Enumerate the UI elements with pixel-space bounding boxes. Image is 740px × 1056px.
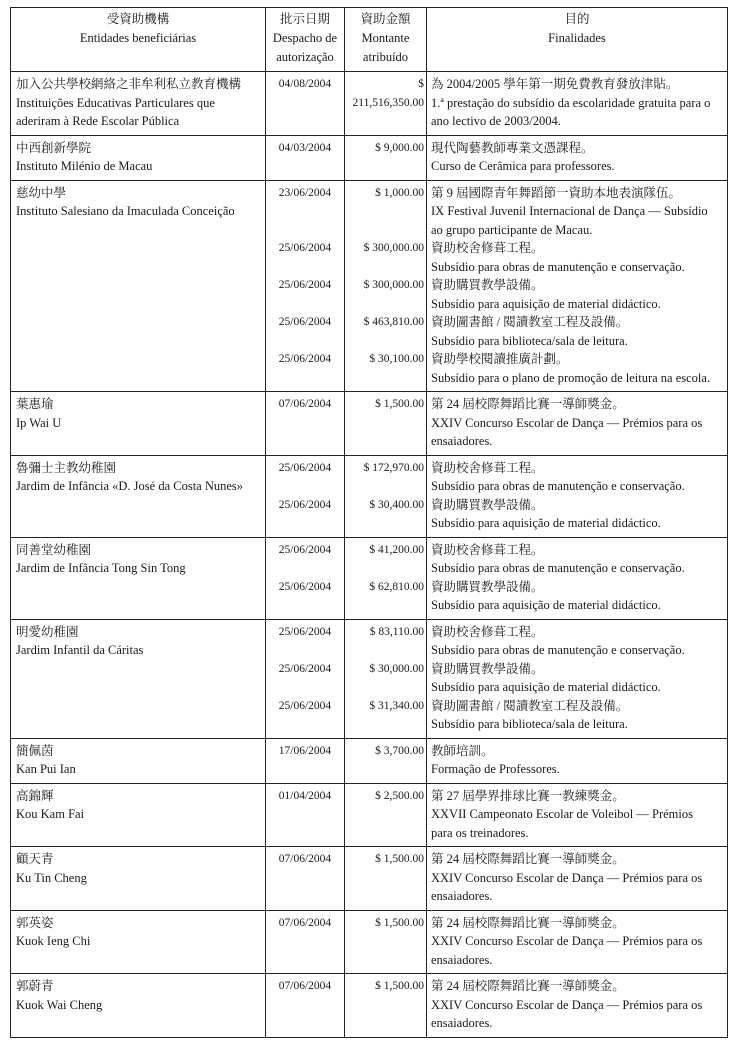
header-date-pt2: autorização xyxy=(276,50,334,64)
entity-cell xyxy=(11,619,266,738)
purpose-cell xyxy=(427,738,728,783)
amount-cell xyxy=(345,783,427,847)
entity-name-zh: 慈幼中學 xyxy=(16,185,67,200)
date-cell xyxy=(266,910,345,974)
header-date-zh: 批示日期 xyxy=(279,12,330,26)
purpose-entry xyxy=(431,395,725,451)
purpose-entry xyxy=(431,660,725,697)
purpose-text-pt: Subsídio para obras de manutenção e conservação. xyxy=(431,561,685,575)
purpose-text-pt: ao grupo participante de Macau. xyxy=(431,222,593,237)
amount-value: $ 30,000.00 xyxy=(369,662,424,675)
amount-value: $ 9,000.00 xyxy=(375,141,424,154)
entity-name-zh: 中西創新學院 xyxy=(16,140,92,155)
amount-value: $ 211,516,350.00 xyxy=(352,78,424,109)
subsidy-table xyxy=(10,7,728,1038)
table-row xyxy=(11,455,728,537)
table-row xyxy=(11,910,728,974)
purpose-cell xyxy=(427,537,728,619)
purpose-text-zh: 第 24 屆校際舞蹈比賽一導師獎金。 xyxy=(431,915,625,930)
table-row xyxy=(11,738,728,783)
header-purpose-zh: 目的 xyxy=(564,12,590,26)
table-row xyxy=(11,619,728,738)
entity-cell xyxy=(11,974,266,1038)
table-row xyxy=(11,72,728,136)
purpose-text-pt: XXIV Concurso Escolar de Dança — Prémios para os xyxy=(431,997,703,1012)
date-cell xyxy=(266,455,345,537)
header-amount-pt1: Montante xyxy=(361,31,410,45)
amount-value: $ 1,500.00 xyxy=(375,980,424,992)
table-row xyxy=(11,537,728,619)
purpose-cell xyxy=(427,974,728,1038)
purpose-text-pt: Subsídio para obras de manutenção e conservação. xyxy=(431,479,685,493)
purpose-entry xyxy=(431,459,725,496)
purpose-text-pt: ensaiadores. xyxy=(431,434,493,448)
purpose-cell xyxy=(427,783,728,847)
purpose-cell xyxy=(427,72,728,136)
entity-name-pt: Kan Pui Ian xyxy=(16,762,76,776)
purpose-text-zh: 資助學校閱讀推廣計劃。 xyxy=(431,352,569,366)
entity-name-zh: 簡佩茵 xyxy=(16,743,54,758)
entity-name-zh: 同善堂幼稚園 xyxy=(16,542,92,557)
purpose-text-zh: 資助校舍修葺工程。 xyxy=(431,460,544,475)
table-row xyxy=(11,392,728,456)
purpose-entry xyxy=(431,313,725,350)
table-row xyxy=(11,783,728,847)
entity-cell xyxy=(11,910,266,974)
entity-name-pt: Jardim de Infância «D. José da Costa Nunes» xyxy=(16,479,244,493)
amount-cell xyxy=(345,392,427,456)
purpose-text-pt: Subsídio para aquisição de material didáctico. xyxy=(431,296,661,311)
purpose-entry xyxy=(431,742,725,779)
authorization-date: 04/08/2004 xyxy=(278,78,332,90)
amount-value: $ 30,100.00 xyxy=(369,353,424,365)
authorization-date: 25/06/2004 xyxy=(278,580,332,593)
entity-cell xyxy=(11,537,266,619)
authorization-date: 23/06/2004 xyxy=(278,186,332,199)
purpose-text-zh: 資助校舍修葺工程。 xyxy=(431,542,544,557)
entity-name-pt: Instituições Educativas Particulares que xyxy=(16,95,215,110)
authorization-date: 07/06/2004 xyxy=(278,916,332,929)
date-cell xyxy=(266,619,345,738)
purpose-cell xyxy=(427,910,728,974)
purpose-text-zh: 第 24 屆校際舞蹈比賽一導師獎金。 xyxy=(431,852,625,866)
purpose-text-pt: Curso de Cerâmica para professores. xyxy=(431,159,615,173)
table-row xyxy=(11,974,728,1038)
authorization-date: 25/06/2004 xyxy=(278,498,332,511)
authorization-date: 01/04/2004 xyxy=(278,789,332,802)
amount-value: $ 300,000.00 xyxy=(363,279,424,291)
purpose-text-zh: 資助圖書館 / 閱讀教室工程及設備。 xyxy=(431,315,629,329)
amount-value: $ 463,810.00 xyxy=(363,316,424,328)
authorization-date: 07/06/2004 xyxy=(278,853,332,865)
amount-cell xyxy=(345,135,427,180)
entity-name-zh: 明愛幼稚園 xyxy=(16,624,79,639)
authorization-date: 07/06/2004 xyxy=(278,980,332,992)
table-row xyxy=(11,847,728,911)
header-purpose xyxy=(427,8,728,72)
purpose-text-pt: para os treinadores. xyxy=(431,825,529,840)
authorization-date: 25/06/2004 xyxy=(278,699,332,712)
header-amount-zh: 資助金額 xyxy=(360,12,411,26)
purpose-cell xyxy=(427,392,728,456)
entity-cell xyxy=(11,135,266,180)
purpose-text-pt: 1.ª prestação do subsídio da escolaridade gratuita para o xyxy=(431,95,711,110)
purpose-cell xyxy=(427,135,728,180)
amount-cell xyxy=(345,974,427,1038)
purpose-text-pt: Subsídio para aquisição de material didáctico. xyxy=(431,598,661,612)
purpose-text-zh: 資助圖書館 / 閱讀教室工程及設備。 xyxy=(431,698,629,713)
purpose-text-pt: Subsídio para obras de manutenção e conservação. xyxy=(431,259,685,274)
amount-cell xyxy=(345,537,427,619)
date-cell xyxy=(266,72,345,136)
purpose-entry xyxy=(431,623,725,660)
entity-name-zh: 葉惠瑜 xyxy=(16,397,54,411)
amount-value: $ 41,200.00 xyxy=(369,543,424,556)
purpose-cell xyxy=(427,619,728,738)
entity-cell xyxy=(11,392,266,456)
header-purpose-pt: Finalidades xyxy=(548,31,606,45)
purpose-text-zh: 第 24 屆校際舞蹈比賽一導師獎金。 xyxy=(431,397,625,411)
amount-value: $ 1,500.00 xyxy=(375,398,424,410)
date-cell xyxy=(266,537,345,619)
amount-cell xyxy=(345,180,427,392)
purpose-entry xyxy=(431,787,725,843)
purpose-text-pt: Subsídio para biblioteca/sala de leitura. xyxy=(431,333,628,348)
purpose-text-zh: 資助購買教學設備。 xyxy=(431,497,544,512)
purpose-cell xyxy=(427,847,728,911)
entity-name-zh: 郭英姿 xyxy=(16,915,54,930)
entity-name-pt: Jardim de Infância Tong Sin Tong xyxy=(16,561,186,575)
purpose-entry xyxy=(431,75,725,131)
entity-name-pt: Ku Tin Cheng xyxy=(16,870,87,885)
purpose-entry xyxy=(431,541,725,578)
purpose-text-pt: Subsídio para biblioteca/sala de leitura. xyxy=(431,717,628,731)
amount-cell xyxy=(345,738,427,783)
entity-name-zh: 郭蔚青 xyxy=(16,979,54,993)
purpose-text-pt: Subsídio para aquisição de material didáctico. xyxy=(431,516,661,530)
purpose-text-pt: XXIV Concurso Escolar de Dança — Prémios para os xyxy=(431,870,703,885)
entity-cell xyxy=(11,455,266,537)
purpose-entry xyxy=(431,239,725,276)
purpose-text-zh: 第 27 屆學界排球比賽一教練獎金。 xyxy=(431,788,625,803)
purpose-text-zh: 資助購買教學設備。 xyxy=(431,278,544,292)
entity-cell xyxy=(11,847,266,911)
amount-value: $ 3,700.00 xyxy=(375,744,424,757)
authorization-date: 25/06/2004 xyxy=(278,316,332,328)
purpose-entry xyxy=(431,850,725,906)
purpose-text-pt: ensaiadores. xyxy=(431,1016,493,1030)
entity-cell xyxy=(11,783,266,847)
authorization-date: 25/06/2004 xyxy=(278,543,332,556)
entity-name-zh: 魯彌士主教幼稚園 xyxy=(16,460,117,475)
header-entities-zh: 受資助機構 xyxy=(106,12,170,26)
date-cell xyxy=(266,783,345,847)
header-entities-pt: Entidades beneficiárias xyxy=(79,31,197,45)
authorization-date: 25/06/2004 xyxy=(278,279,332,291)
purpose-cell xyxy=(427,455,728,537)
entity-cell xyxy=(11,72,266,136)
header-date xyxy=(266,8,345,72)
amount-cell xyxy=(345,455,427,537)
purpose-text-pt: Subsídio para aquisição de material didáctico. xyxy=(431,680,661,694)
entity-name-zh: 加入公共學校網絡之非牟利私立教育機構 xyxy=(16,77,242,91)
amount-value: $ 31,340.00 xyxy=(369,699,424,712)
entity-cell xyxy=(11,180,266,392)
purpose-text-pt: XXVII Campeonato Escolar de Voleibol — Prémios xyxy=(431,807,693,821)
amount-value: $ 1,000.00 xyxy=(375,186,424,199)
purpose-text-pt: Subsídio para o plano de promoção de leitura na escola. xyxy=(431,370,711,385)
table-row xyxy=(11,135,728,180)
header-amount xyxy=(345,8,427,72)
purpose-text-zh: 資助購買教學設備。 xyxy=(431,661,544,676)
purpose-entry xyxy=(431,139,725,176)
authorization-date: 07/06/2004 xyxy=(278,398,332,410)
table-row xyxy=(11,180,728,392)
authorization-date: 04/03/2004 xyxy=(278,141,332,154)
purpose-text-pt: XXIV Concurso Escolar de Dança — Prémios para os xyxy=(431,415,703,430)
entity-name-pt: Instituto Milénio de Macau xyxy=(16,159,153,173)
purpose-text-zh: 資助購買教學設備。 xyxy=(431,579,544,594)
header-date-pt1: Despacho de xyxy=(272,31,338,45)
amount-value: $ 62,810.00 xyxy=(369,580,424,593)
header-entities xyxy=(11,8,266,72)
header-amount-pt2: atribuído xyxy=(362,50,409,64)
entity-name-pt: aderiram à Rede Escolar Pública xyxy=(16,114,180,128)
entity-cell xyxy=(11,738,266,783)
amount-value: $ 1,500.00 xyxy=(375,853,424,865)
purpose-entry xyxy=(431,276,725,313)
amount-cell xyxy=(345,619,427,738)
authorization-date: 25/06/2004 xyxy=(278,461,332,474)
purpose-cell xyxy=(427,180,728,392)
amount-value: $ 2,500.00 xyxy=(375,789,424,802)
purpose-text-zh: 為 2004/2005 學年第一期免費教育發放津貼。 xyxy=(431,77,679,91)
table-body xyxy=(11,72,728,1038)
purpose-text-zh: 教師培訓。 xyxy=(431,743,494,758)
date-cell xyxy=(266,135,345,180)
purpose-entry xyxy=(431,496,725,533)
purpose-text-zh: 第 24 屆校際舞蹈比賽一導師獎金。 xyxy=(431,979,625,993)
date-cell xyxy=(266,180,345,392)
authorization-date: 25/06/2004 xyxy=(278,625,332,638)
amount-cell xyxy=(345,847,427,911)
authorization-date: 25/06/2004 xyxy=(278,353,332,365)
entity-name-pt: Kuok Ieng Chi xyxy=(16,934,91,948)
entity-name-zh: 高錦輝 xyxy=(16,788,54,803)
amount-value: $ 30,400.00 xyxy=(369,498,424,511)
amount-value: $ 172,970.00 xyxy=(363,461,424,474)
authorization-date: 17/06/2004 xyxy=(278,744,332,757)
purpose-text-zh: 第 9 屆國際青年舞蹈節一資助本地表演隊伍。 xyxy=(431,185,682,200)
entity-name-zh: 顧天青 xyxy=(16,852,54,866)
entity-name-pt: Kuok Wai Cheng xyxy=(16,997,103,1012)
amount-value: $ 83,110.00 xyxy=(369,625,424,638)
amount-value: $ 300,000.00 xyxy=(363,242,424,254)
amount-cell xyxy=(345,910,427,974)
purpose-entry xyxy=(431,350,725,387)
purpose-entry xyxy=(431,697,725,734)
purpose-text-zh: 資助校舍修葺工程。 xyxy=(431,241,544,255)
entity-name-pt: Kou Kam Fai xyxy=(16,807,85,821)
purpose-entry xyxy=(431,578,725,615)
purpose-text-pt: ensaiadores. xyxy=(431,952,493,967)
amount-cell xyxy=(345,72,427,136)
date-cell xyxy=(266,974,345,1038)
subsidy-table-page xyxy=(10,7,728,1038)
purpose-entry xyxy=(431,977,725,1033)
authorization-date: 25/06/2004 xyxy=(278,242,332,254)
entity-name-pt: Instituto Salesiano da Imaculada Conceição xyxy=(16,204,235,218)
purpose-text-pt: ano lectivo de 2003/2004. xyxy=(431,114,561,128)
table-header-row xyxy=(11,8,728,72)
date-cell xyxy=(266,392,345,456)
purpose-text-pt: Formação de Professores. xyxy=(431,762,560,776)
date-cell xyxy=(266,847,345,911)
date-cell xyxy=(266,738,345,783)
purpose-entry xyxy=(431,184,725,240)
entity-name-pt: Ip Wai U xyxy=(16,415,62,430)
purpose-text-pt: IX Festival Juvenil Internacional de Dança — Subsídio xyxy=(431,204,708,218)
amount-value: $ 1,500.00 xyxy=(375,916,424,929)
purpose-text-pt: Subsídio para obras de manutenção e conservação. xyxy=(431,643,685,657)
purpose-text-pt: ensaiadores. xyxy=(431,889,493,903)
purpose-text-zh: 現代陶藝教師專業文憑課程。 xyxy=(431,140,594,155)
entity-name-pt: Jardim Infantil da Cáritas xyxy=(16,643,144,657)
purpose-entry xyxy=(431,914,725,970)
authorization-date: 25/06/2004 xyxy=(278,662,332,675)
purpose-text-zh: 資助校舍修葺工程。 xyxy=(431,624,544,639)
purpose-text-pt: XXIV Concurso Escolar de Dança — Prémios para os xyxy=(431,934,703,948)
